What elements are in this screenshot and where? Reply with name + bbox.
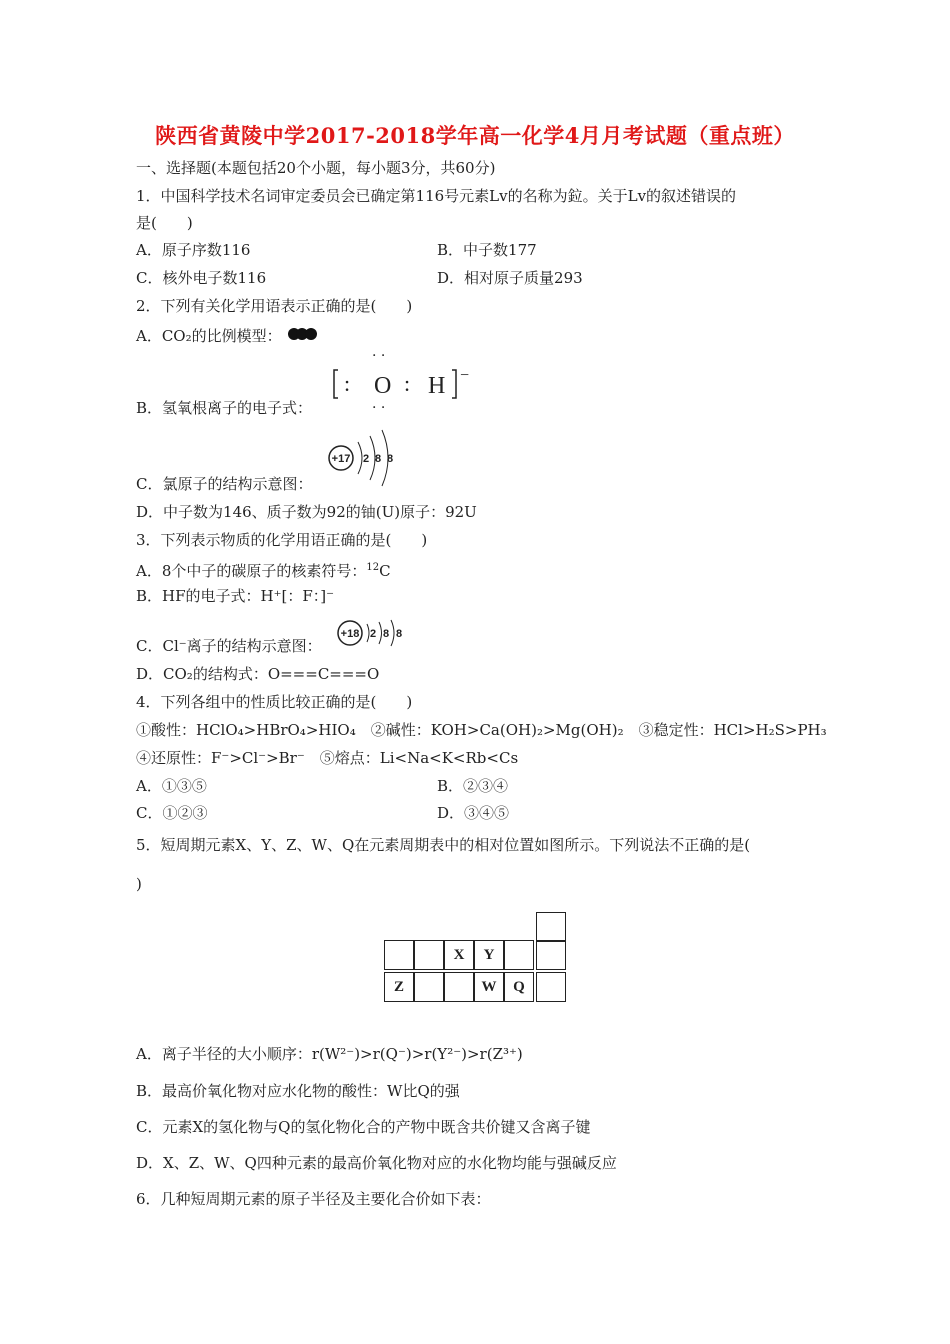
- q6-stem: 6．几种短周期元素的原子半径及主要化合价如下表：: [136, 1190, 491, 1208]
- svg-text:O: O: [374, 373, 392, 399]
- q1-stem-line1: 1．中国科学技术名词审定委员会已确定第116号元素Lv的名称为鉝。关于Lv的叙述错误的: [136, 187, 737, 205]
- q2-option-a: A．CO₂的比例模型：: [136, 327, 282, 345]
- table-cell-q: Q: [504, 972, 534, 1002]
- q3-option-d: D．CO₂的结构式：O===C===O: [136, 665, 380, 683]
- q1-stem-line2: 是( ): [136, 214, 193, 232]
- nuclide-symbol: C: [379, 562, 391, 580]
- svg-text:+17: +17: [331, 453, 351, 465]
- q1-option-a: A．原子序数116: [136, 241, 251, 259]
- q3-option-a: [136, 558, 391, 581]
- q2-option-d: D．中子数为146、质子数为92的铀(U)原子：92U: [136, 503, 477, 521]
- svg-text:8: 8: [383, 628, 390, 640]
- q4-statement-line2: ④还原性：F⁻>Cl⁻>Br⁻ ⑤熔点：Li<Na<K<Rb<Cs: [136, 749, 519, 767]
- q5-option-b: B．最高价氧化物对应水化物的酸性：W比Q的强: [136, 1082, 460, 1100]
- hydroxide-electron-formula: [330, 348, 490, 416]
- q2-option-b: B．氢氧根离子的电子式：: [136, 399, 313, 417]
- q5-option-c: C．元素X的氢化物与Q的氢化物化合的产物中既含共价键又含离子键: [136, 1118, 591, 1136]
- q2-option-c: C．氯原子的结构示意图：: [136, 475, 313, 493]
- svg-text:8: 8: [387, 453, 394, 465]
- q4-stem: 4．下列各组中的性质比较正确的是( ): [136, 693, 413, 711]
- q4-option-a: A．①③⑤: [136, 777, 207, 795]
- q3-stem: 3．下列表示物质的化学用语正确的是( ): [136, 531, 428, 549]
- svg-text::: :: [344, 371, 351, 396]
- q3-option-b: B．HF的电子式：H⁺[：F：]⁻: [136, 587, 335, 605]
- section-heading: 一、选择题(本题包括20个小题，每小题3分，共60分): [136, 159, 496, 177]
- svg-text:H: H: [428, 373, 446, 399]
- q5-stem-line2: ): [136, 875, 142, 893]
- svg-text:8: 8: [375, 453, 382, 465]
- table-cell: [536, 972, 566, 1002]
- table-cell: [444, 972, 474, 1002]
- q4-option-b: B．②③④: [437, 777, 509, 795]
- svg-text:2: 2: [370, 628, 377, 640]
- q2-stem: 2．下列有关化学用语表示正确的是( ): [136, 297, 413, 315]
- co2-ratio-model-image: [285, 326, 325, 344]
- svg-text::: :: [404, 371, 411, 396]
- table-cell-w: W: [474, 972, 504, 1002]
- q5-option-a: A．离子半径的大小顺序：r(W²⁻)>r(Q⁻)>r(Y²⁻)>r(Z³⁺): [136, 1045, 523, 1063]
- chloride-ion-structure-diagram: [334, 618, 414, 650]
- q5-stem-line1: 5．短周期元素X、Y、Z、W、Q在元素周期表中的相对位置如图所示。下列说法不正确的是(: [136, 836, 751, 854]
- svg-text:2: 2: [363, 453, 370, 465]
- q1-option-c: C．核外电子数116: [136, 269, 267, 287]
- q4-statement-line1: ①酸性：HClO₄>HBrO₄>HIO₄ ②碱性：KOH>Ca(OH)₂>Mg(OH)₂ ③稳定性：HCl>H₂S>PH₃: [136, 721, 827, 739]
- table-cell-y: Y: [474, 940, 504, 970]
- svg-text:· ·: · ·: [372, 348, 386, 364]
- q5-option-d: D．X、Z、W、Q四种元素的最高价氧化物对应的水化物均能与强碱反应: [136, 1154, 617, 1172]
- table-cell: [504, 940, 534, 970]
- q1-option-d: D．相对原子质量293: [437, 269, 583, 287]
- q3-option-a-text: A．8个中子的碳原子的核素符号：: [136, 562, 367, 580]
- table-cell-z: Z: [384, 972, 414, 1002]
- svg-text:−: −: [460, 367, 470, 384]
- table-cell: [414, 972, 444, 1002]
- nuclide-mass-number: 12: [366, 562, 380, 573]
- q3-option-c: C．Cl⁻离子的结构示意图：: [136, 637, 322, 655]
- chlorine-atom-structure-diagram: [326, 428, 406, 490]
- q4-option-d: D．③④⑤: [437, 804, 510, 822]
- q4-option-c: C．①②③: [136, 804, 208, 822]
- svg-text:+18: +18: [340, 628, 360, 640]
- table-cell-x: X: [444, 940, 474, 970]
- svg-text:· ·: · ·: [372, 400, 386, 416]
- table-cell: [536, 912, 566, 942]
- table-cell: [384, 940, 414, 970]
- table-cell: [536, 940, 566, 970]
- table-cell: [414, 940, 444, 970]
- svg-text:8: 8: [396, 628, 403, 640]
- page-title: 陕西省黄陵中学2017-2018学年高一化学4月月考试题（重点班）: [155, 123, 795, 148]
- q1-option-b: B．中子数177: [437, 241, 537, 259]
